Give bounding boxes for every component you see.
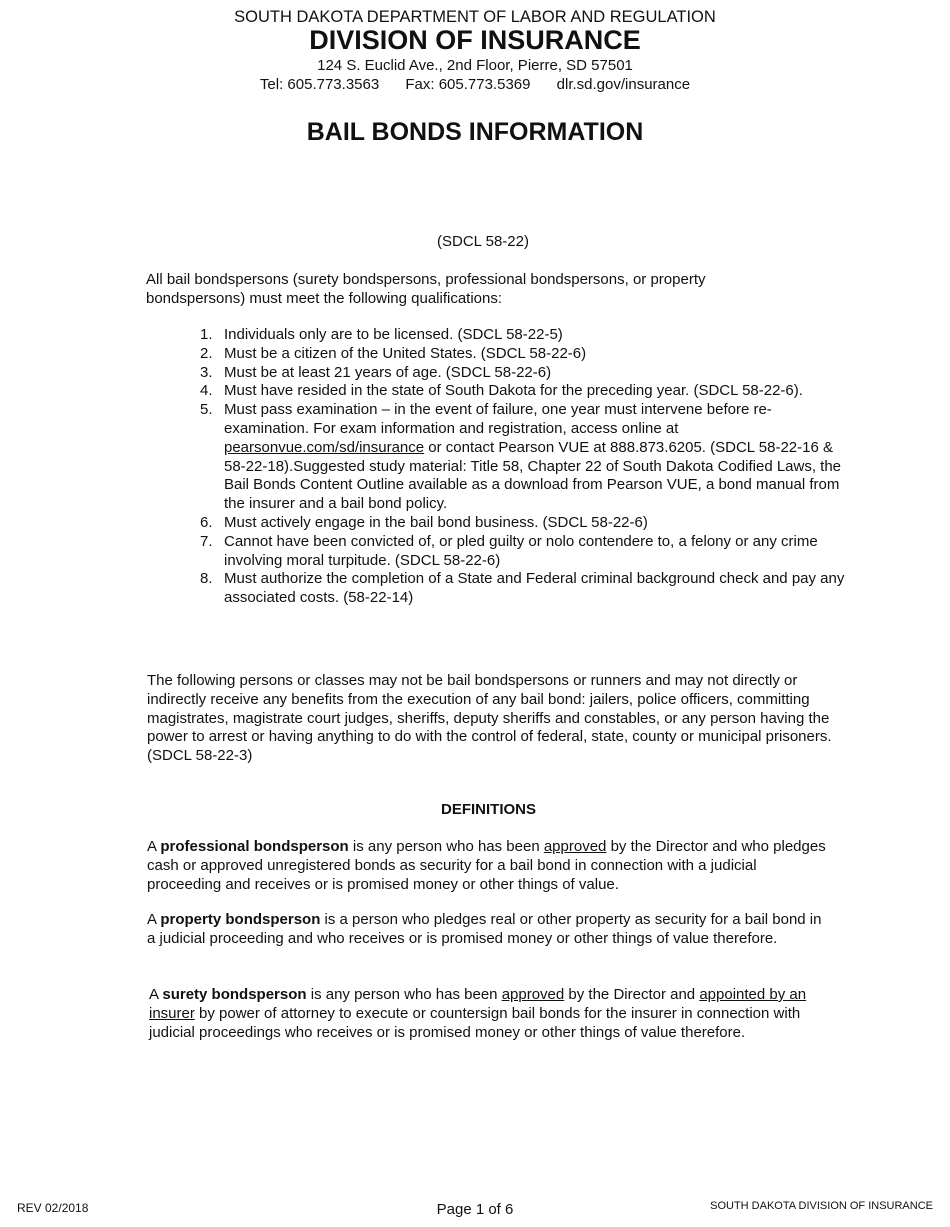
page-title: BAIL BONDS INFORMATION: [306, 118, 644, 146]
item-number: 1.: [200, 326, 213, 343]
item-number: 4.: [200, 382, 213, 400]
fax: Fax: 605.773.5369: [405, 76, 531, 93]
item-number: 5.: [200, 401, 213, 419]
def-text: by the Director and who pledges cash or approved unregistered bonds as security for a bail bond in connection with a judicial proceeding and receives or is promised money or other things of value.: [147, 838, 826, 893]
list-item: [196, 533, 846, 571]
list-item: [196, 382, 846, 401]
list-item: [196, 326, 846, 345]
list-item: [196, 345, 846, 364]
pearson-vue-link[interactable]: pearsonvue.com/sd/insurance: [224, 438, 425, 456]
list-item: [196, 570, 846, 608]
definitions-heading: DEFINITIONS: [441, 801, 537, 818]
def-text: by power of attorney to execute or countersign bail bonds for the insurer in connection with judicial proceedings who receives or is promised money or other things of value therefore.: [149, 1004, 801, 1041]
def-text: A: [147, 911, 161, 928]
prohibited-persons-paragraph: The following persons or classes may not be bail bondspersons or runners and may not directly or indirectly receive any benefits from the execution of any bail bond: jailers, police officers, committing magistrates, magistrate court judges, sheriffs, deputy sheriffs and constables, or any person having the power to arrest or having anything to do with the control of federal, state, county or municipal prisoners. (SDCL 58-22-3): [147, 672, 832, 765]
definition-property: [147, 911, 827, 949]
item-text: Must be a citizen of the United States. (SDCL 58-22-6): [224, 344, 587, 362]
def-underlined: approved: [543, 838, 607, 855]
def-term: professional bondsperson: [160, 838, 349, 855]
def-term: surety bondsperson: [162, 986, 307, 1003]
address: 124 S. Euclid Ave., 2nd Floor, Pierre, SD 57501: [317, 57, 633, 74]
list-item: [196, 364, 846, 383]
item-text: Must authorize the completion of a State and Federal criminal background check and pay any associated costs. (58-22-14): [224, 570, 845, 607]
def-term: property bondsperson: [160, 911, 321, 928]
telephone: Tel: 605.773.3563: [259, 76, 380, 93]
item-number: 6.: [200, 513, 213, 531]
def-text: is a person who pledges real or other property as security for a bail bond in a judicial proceeding and who receives or is promised money or other things of value therefore.: [147, 911, 822, 947]
def-text: by the Director and: [564, 986, 700, 1003]
footer-organization: SOUTH DAKOTA DIVISION OF INSURANCE: [710, 1200, 933, 1212]
def-text: A: [149, 986, 163, 1003]
department-name: SOUTH DAKOTA DEPARTMENT OF LABOR AND REGULATION: [234, 8, 716, 26]
intro-paragraph: All bail bondspersons (surety bondspersons, professional bondspersons, or property bondspersons) must meet the following qualifications:: [146, 271, 706, 307]
def-text: A: [147, 838, 161, 855]
item-text: Individuals only are to be licensed. (SDCL 58-22-5): [224, 326, 563, 343]
item-number: 3.: [200, 363, 213, 381]
item-text: Must have resided in the state of South Dakota for the preceding year. (SDCL 58-22-6).: [224, 382, 803, 400]
item-text: Must pass examination – in the event of failure, one year must intervene before re-examination. For exam information and registration, access online at: [224, 401, 772, 437]
item-text: Must be at least 21 years of age. (SDCL 58-22-6): [224, 363, 552, 381]
item-text: or contact Pearson VUE at 888.873.6205. (SDCL 58-22-16 & 58-22-18).Suggested study material: Title 58, Chapter 22 of South Dakota Codified Laws, the Bail Bonds Content Outline available as a download from Pearson VUE, a bond manual from the insurer and a bail bond policy.: [224, 438, 842, 513]
statute-reference: (SDCL 58-22): [437, 233, 529, 250]
website: dlr.sd.gov/insurance: [556, 76, 691, 93]
item-number: 2.: [200, 344, 213, 362]
item-text: Must actively engage in the bail bond business. (SDCL 58-22-6): [224, 513, 648, 531]
def-underlined: appointed by an insurer: [149, 986, 807, 1022]
list-item: [196, 401, 846, 514]
def-underlined: approved: [501, 986, 565, 1003]
page-number: Page 1 of 6: [436, 1201, 514, 1218]
qualifications-list: [196, 326, 846, 608]
definition-professional: [147, 838, 827, 894]
def-text: is any person who has been: [306, 986, 502, 1003]
division-name: DIVISION OF INSURANCE: [309, 25, 641, 55]
contact-line: [0, 76, 950, 93]
list-item: [196, 514, 846, 533]
definition-surety: [149, 986, 829, 1042]
item-number: 7.: [200, 532, 213, 550]
item-text: Cannot have been convicted of, or pled guilty or nolo contendere to, a felony or any crime involving moral turpitude. (SDCL 58-22-6): [224, 532, 818, 569]
item-number: 8.: [200, 570, 213, 588]
revision-date: REV 02/2018: [17, 1201, 89, 1215]
def-text: is any person who has been: [348, 838, 544, 855]
